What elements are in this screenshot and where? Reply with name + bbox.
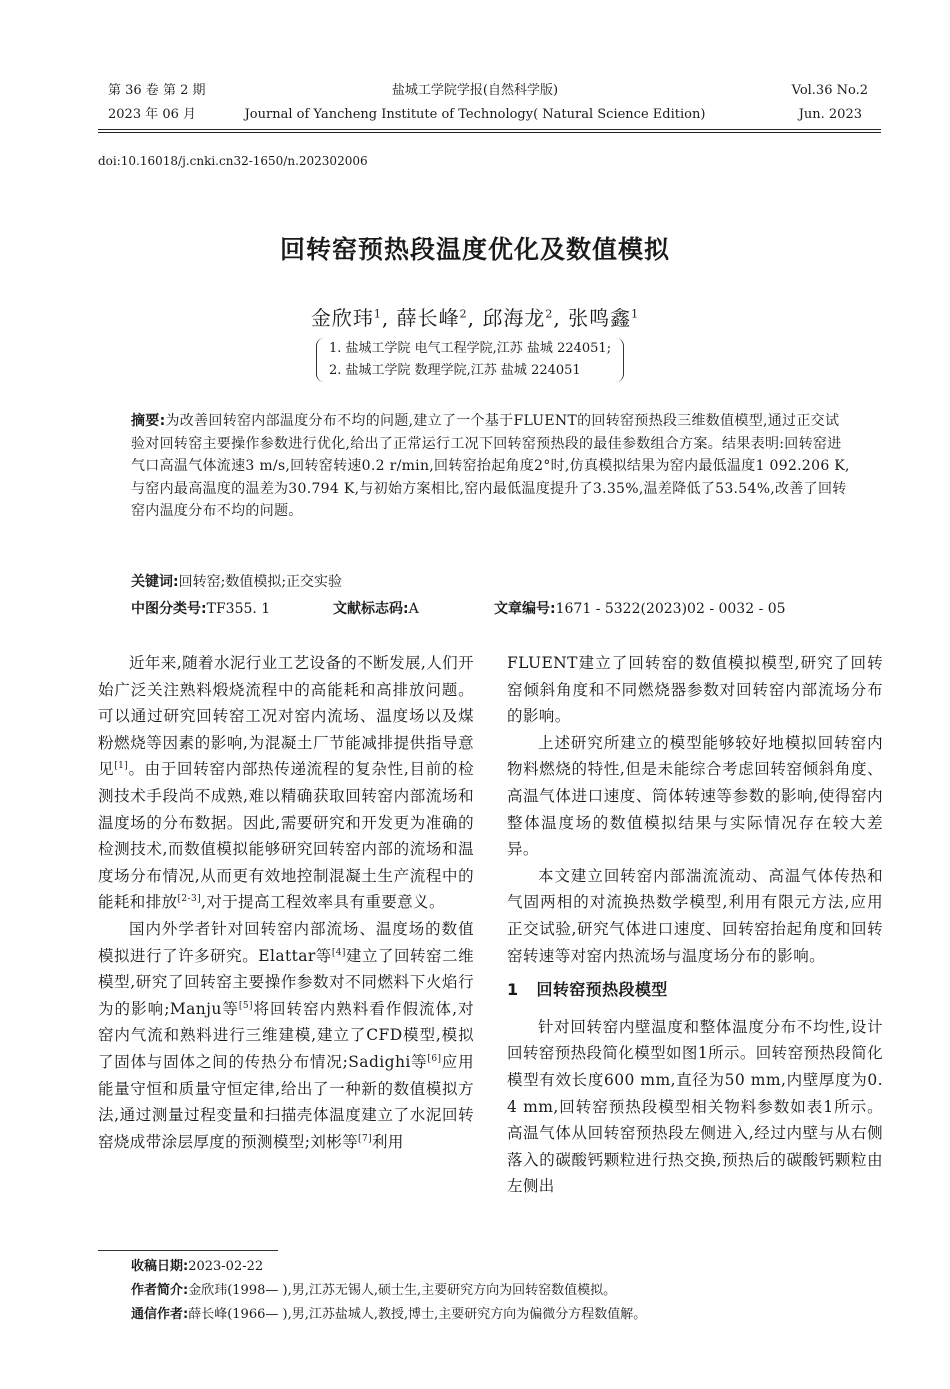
section-title: 回转窑预热段模型 [536, 980, 668, 1000]
citation-ref[interactable]: [6] [427, 1053, 442, 1064]
citation-ref[interactable]: [1] [114, 761, 129, 772]
citation-ref[interactable]: [5] [238, 1000, 253, 1011]
author-name: 金欣玮 [310, 306, 374, 330]
paragraph: FLUENT建立了回转窑的数值模拟模型,研究了回转窑倾斜角度和不同燃烧器参数对回转窑内部流场分布的影响。 [507, 654, 883, 726]
right-column [507, 650, 883, 1200]
citation-ref[interactable]: [4] [331, 947, 346, 958]
doi[interactable]: doi:10.16018/j.cnki.cn32-1650/n.202302006 [98, 154, 368, 168]
author-bio [131, 1282, 616, 1300]
author-list [0, 302, 950, 331]
author-affil-mark: 2 [545, 307, 554, 321]
keywords-label: 关键词: [131, 574, 179, 590]
citation-ref[interactable]: [2-3] [177, 894, 202, 905]
doc-code-value: A [408, 601, 419, 617]
abstract-text: 为改善回转窑内部温度分布不均的问题,建立了一个基于FLUENT的回转窑预热段三维数值模型,通过正交试验对回转窑主要操作参数进行优化,给出了正常运行工况下回转窑预热段的最佳参数组合方案。结果表明:回转窑进气口高温气体流速3 m/s,回转窑转速0.2 r/min,回转窑抬起角度2°时,仿真模拟结果为窑内最低温度1 092.206 K,与窑内最高温度的温差为30.794 K,与初始方案相比,窑内最低温度提升了3.35%,温差降低了53.54%,改善了回转窑内温度分布不均的问题。 [131, 413, 850, 519]
left-column [98, 650, 474, 1155]
received-value: 2023-02-22 [188, 1259, 264, 1274]
header-rule-top [98, 129, 881, 130]
affiliation-2: 2. 盐城工学院 数理学院,江苏 盐城 224051 [329, 363, 581, 378]
author-bio-text: 金欣玮(1998— ),男,江苏无锡人,硕士生,主要研究方向为回转窑数值模拟。 [188, 1283, 617, 1298]
document-code [333, 598, 419, 620]
author-name: 邱海龙 [482, 306, 546, 330]
text-run: 国内外学者针对回转窑内部流场、温度场的数值模拟进行了许多研究。Elattar等 [98, 919, 474, 965]
corresponding-author [131, 1306, 646, 1324]
header-volume-cn: 第 36 卷 第 2 期 [108, 83, 206, 98]
keywords-text: 回转窑;数值模拟;正交实验 [178, 574, 343, 590]
paragraph [98, 650, 474, 916]
abstract-label: 摘要: [131, 413, 166, 429]
corresponding-text: 薛长峰(1966— ),男,江苏盐城人,教授,博士,主要研究方向为偏微分方程数值解。 [188, 1307, 647, 1322]
author-separator: , [553, 306, 561, 330]
author-affil-mark: 1 [631, 307, 640, 321]
footnote-rule [98, 1250, 278, 1251]
author-separator: , [381, 306, 390, 330]
header-date-cn: 2023 年 06 月 [108, 107, 197, 122]
section-number: 1 [507, 980, 519, 1000]
author-name: 张鸣鑫 [568, 306, 632, 330]
article-number-label: 文章编号: [494, 601, 556, 617]
paper-title: 回转窑预热段温度优化及数值模拟 [279, 235, 670, 264]
affiliations [316, 338, 624, 382]
paragraph: 本文建立回转窑内部湍流流动、高温气体传热和气固两相的对流换热数学模型,利用有限元方法,应用正交试验,研究气体进口速度、回转窑抬起角度和回转窑转速等对窑内热流场与温度场分布的影响。 [507, 866, 883, 965]
clc-value: TF355. 1 [206, 601, 271, 617]
text-run: 应用能量守恒和质量守恒定律,给出了一种新的数值模拟方法,通过测量过程变量和扫描壳体温度建立了水泥回转窑烧成带涂层厚度的预测模型;刘彬等 [98, 1052, 474, 1151]
text-run: 。由于回转窑内部热传递流程的复杂性,目前的检测技术手段尚不成熟,难以精确获取回转窑内部流场和温度场的分布数据。因此,需要研究和开发更为准确的检测技术,而数值模拟能够研究回转窑内部的流场和温度场分布情况,从而更有效地控制混凝土生产流程中的能耗和排放 [98, 760, 474, 912]
citation-ref[interactable]: [7] [358, 1133, 372, 1144]
received-label: 收稿日期: [131, 1259, 189, 1274]
keywords [131, 571, 342, 593]
text-run: ,对于提高工程效率具有重要意义。 [201, 893, 445, 912]
text-run: 近年来,随着水泥行业工艺设备的不断发展,人们开始广泛关注熟料煅烧流程中的高能耗和高排放问题。可以通过研究回转窑工况对窑内流场、温度场以及煤粉燃烧等因素的影响,为混凝土厂节能减排提供指导意见 [98, 654, 474, 779]
abstract [131, 410, 853, 523]
author-separator: , [467, 306, 475, 330]
header-rule-bottom [98, 132, 881, 133]
author-affil-mark: 2 [459, 307, 468, 321]
header-journal-cn: 盐城工学院学报(自然科学版) [391, 83, 559, 98]
clc-label: 中图分类号: [131, 601, 207, 617]
header-journal-en: Journal of Yancheng Institute of Technology( Natural Science Edition) [244, 107, 706, 122]
received-date [131, 1258, 263, 1276]
paragraph: 针对回转窑内壁温度和整体温度分布不均性,设计回转窑预热段简化模型如图1所示。回转窑预热段简化模型有效长度600 mm,直径为50 mm,内壁厚度为0. 4 mm,回转窑预热段模型相关物料参数如表1所示。高温气体从回转窑预热段左侧进入,经过内壁与从右侧落入的碳酸钙颗粒进行热交换,预热后的碳酸钙颗粒由左侧出 [507, 1017, 883, 1196]
text-run: 将回转窑内熟料看作假流体,对窑内气流和熟料进行三维建模,建立了CFD模型,模拟了固体与固体之间的传热分布情况;Sadighi等 [98, 999, 474, 1071]
clc-number [131, 598, 270, 620]
header-date-en: Jun. 2023 [798, 107, 862, 122]
text-run: 利用 [371, 1132, 404, 1151]
corresponding-label: 通信作者: [131, 1307, 189, 1322]
author-affil-mark: 1 [373, 307, 382, 321]
article-number [494, 598, 786, 620]
article-number-value: 1671 - 5322(2023)02 - 0032 - 05 [555, 601, 786, 617]
header-volume-en: Vol.36 No.2 [791, 83, 868, 98]
paragraph [98, 916, 474, 1155]
author-bio-label: 作者简介: [131, 1283, 189, 1298]
affiliation-1: 1. 盐城工学院 电气工程学院,江苏 盐城 224051; [329, 341, 612, 356]
doc-code-label: 文献标志码: [333, 601, 409, 617]
text-run: 建立了回转窑二维模型,研究了回转窑主要操作参数对不同燃料下火焰行为的影响;Manju等 [98, 946, 475, 1018]
paragraph: 上述研究所建立的模型能够较好地模拟回转窑内物料燃烧的特性,但是未能综合考虑回转窑倾斜角度、高温气体进口速度、筒体转速等参数的影响,使得窑内整体温度场的数值模拟结果与实际情况存在较大差异。 [507, 733, 883, 859]
section-heading [507, 977, 883, 1004]
author-name: 薛长峰 [396, 306, 460, 330]
